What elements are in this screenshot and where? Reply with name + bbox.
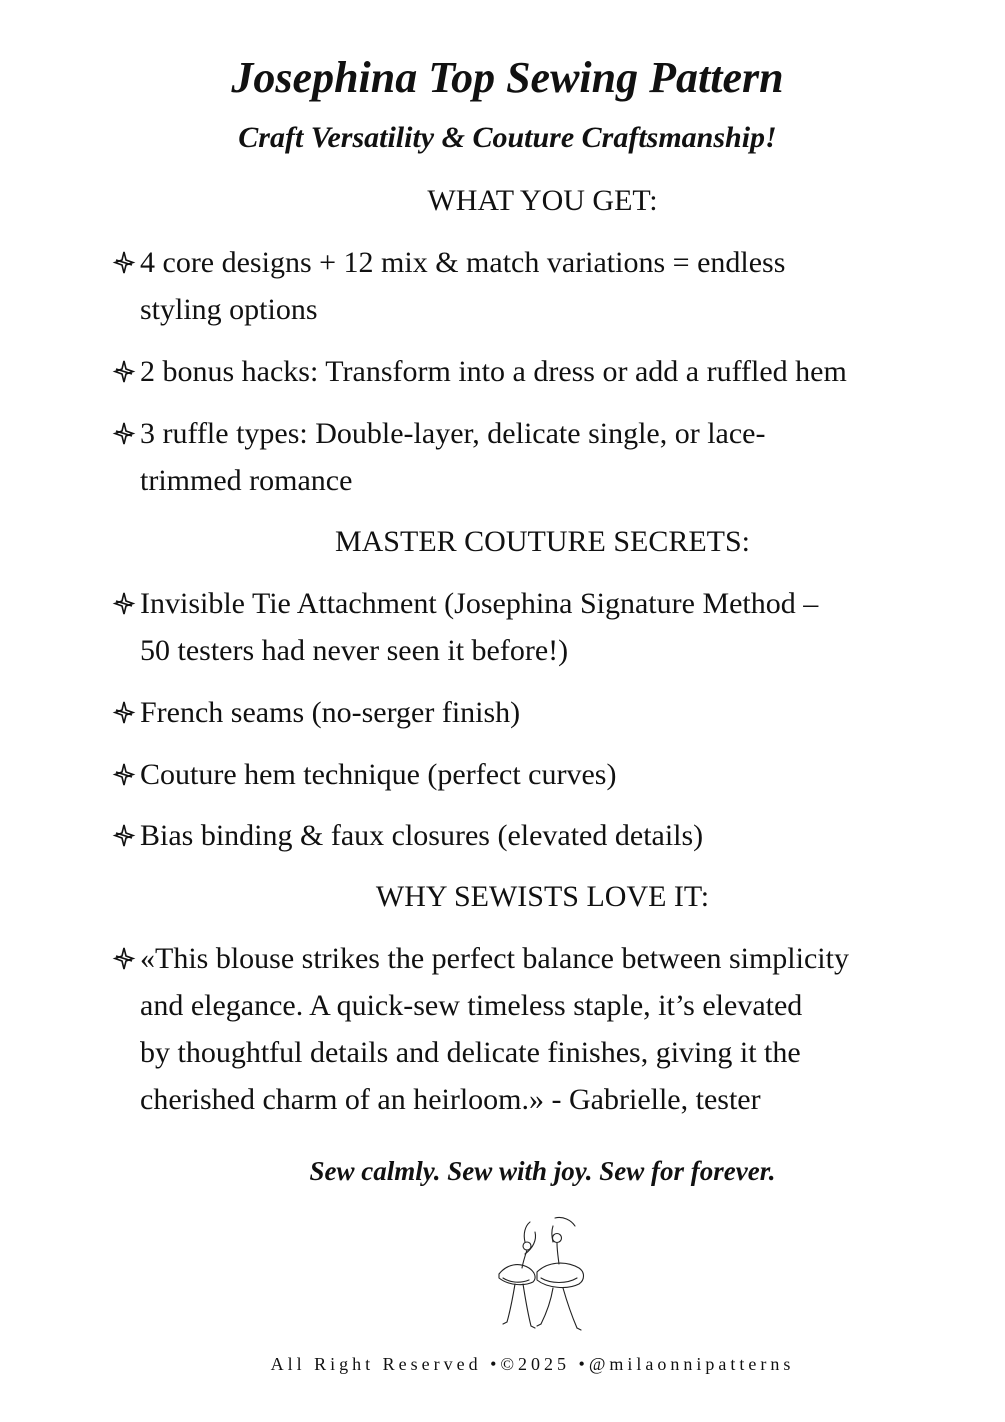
list-item	[112, 935, 942, 1123]
sparkle-star-icon	[112, 580, 136, 627]
page-subtitle: Craft Versatility & Couture Craftsmanship!	[238, 121, 777, 154]
list-item	[112, 348, 942, 395]
footer-copyright: All Right Reserved •©2025 •@milaonnipatterns	[270, 1354, 795, 1374]
section-heading-what-you-get: WHAT YOU GET:	[427, 184, 658, 217]
sparkle-star-icon	[112, 410, 136, 457]
sparkle-star-icon	[112, 935, 136, 982]
list-item-text: Bias binding & faux closures (elevated details)	[140, 819, 704, 852]
list-item	[112, 410, 942, 504]
sparkle-star-icon	[112, 348, 136, 395]
list-item	[112, 689, 942, 736]
sparkle-star-icon	[112, 751, 136, 798]
list-item-text: 4 core designs + 12 mix & match variations = endless styling options	[140, 246, 786, 326]
list-item	[112, 239, 942, 333]
ballerinas-logo-icon	[485, 1212, 595, 1337]
list-item-text: French seams (no-serger finish)	[140, 696, 521, 729]
motto: Sew calmly. Sew with joy. Sew for forever.	[309, 1156, 776, 1186]
section-heading-couture-secrets: MASTER COUTURE SECRETS:	[334, 525, 751, 558]
sparkle-star-icon	[112, 689, 136, 736]
page-title: Josephina Top Sewing Pattern	[231, 53, 784, 102]
list-item-text: Couture hem technique (perfect curves)	[140, 758, 617, 791]
list-item-text: 3 ruffle types: Double-layer, delicate single, or lace- trimmed romance	[140, 417, 766, 497]
list-item	[112, 580, 942, 674]
list-item	[112, 751, 942, 798]
testimonial-text: «This blouse strikes the perfect balance between simplicity and elegance. A quick-sew timeless staple, it’s elevated by thoughtful details and delicate finishes, giving it the cherished charm of an heirloom.» - Gabrielle, tester	[140, 942, 849, 1116]
list-item-text: 2 bonus hacks: Transform into a dress or add a ruffled hem	[140, 355, 847, 388]
list-item	[112, 812, 942, 859]
sparkle-star-icon	[112, 812, 136, 859]
sparkle-star-icon	[112, 239, 136, 286]
list-item-text: Invisible Tie Attachment (Josephina Signature Method – 50 testers had never seen it before!)	[140, 587, 819, 667]
section-heading-why-sewists: WHY SEWISTS LOVE IT:	[375, 880, 710, 913]
